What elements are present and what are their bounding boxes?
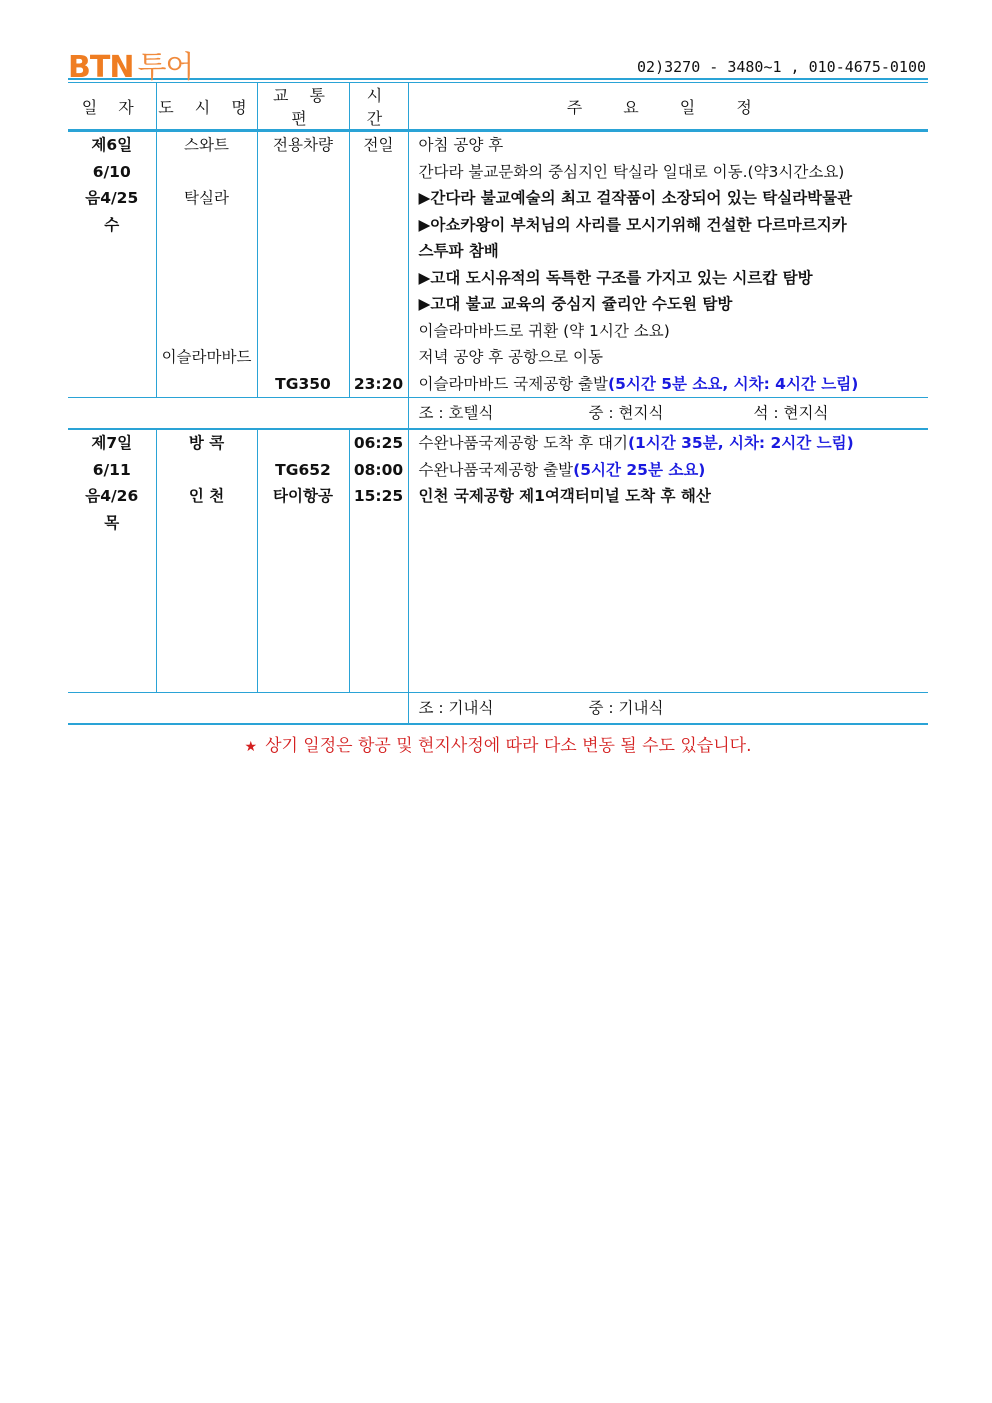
- city-line: 방 콕: [188, 434, 225, 452]
- btn-tour-logo: [68, 42, 193, 86]
- col-time: 시 간: [349, 83, 408, 131]
- logo-btn-text: BTN: [68, 50, 134, 85]
- date-line: 음4/26: [85, 487, 139, 505]
- city-line: 탁실라: [184, 189, 229, 207]
- col-city: 도 시 명: [156, 83, 257, 131]
- schedule-duration-note: (5시간 5분 소요, 시차: 4시간 느림): [608, 374, 859, 393]
- day7-date: [68, 429, 156, 693]
- schedule-text: 스투파 참배: [418, 242, 499, 260]
- schedule-text: ▶고대 불교 교육의 중심지 쥴리안 수도원 탐방: [418, 295, 733, 313]
- day6-dinner: 석 : 현지식: [753, 404, 829, 422]
- day6-breakfast: 조 : 호텔식: [418, 404, 494, 422]
- transport-line: [258, 265, 349, 292]
- table-header-row: [68, 83, 928, 131]
- city-line: [157, 371, 257, 398]
- city-line: 인 천: [188, 487, 225, 505]
- schedule-line: [419, 185, 929, 212]
- transport-line: TG350: [275, 374, 331, 393]
- day6-date: [68, 131, 156, 398]
- time-line: 전일: [363, 136, 394, 154]
- transport-line: 타이항공: [273, 487, 333, 505]
- itinerary-table: [68, 83, 928, 725]
- time-line: 23:20: [353, 374, 404, 393]
- city-line: [157, 291, 257, 318]
- schedule-line: [419, 212, 929, 239]
- day7-breakfast: 조 : 기내식: [418, 699, 494, 717]
- header: [68, 40, 928, 85]
- schedule-line: [419, 430, 929, 457]
- time-line: [350, 212, 408, 239]
- date-line: 음4/25: [85, 189, 139, 207]
- schedule-line: [419, 238, 929, 265]
- time-line: 08:00: [353, 460, 404, 479]
- city-line: [157, 238, 257, 265]
- day6-row: [68, 131, 928, 398]
- city-line: 스와트: [184, 136, 229, 154]
- date-line: 6/11: [92, 460, 131, 479]
- time-line: [350, 185, 408, 212]
- day6-transport: [257, 131, 349, 398]
- city-line: [157, 457, 257, 484]
- day6-meals: [408, 398, 928, 430]
- schedule-line: [419, 318, 929, 345]
- star-icon: ★: [244, 739, 258, 755]
- city-line: [157, 212, 257, 239]
- col-transport: 교 통 편: [257, 83, 349, 131]
- notice: [68, 731, 928, 756]
- schedule-duration-note: (1시간 35분, 시차: 2시간 느림): [627, 434, 854, 452]
- transport-line: [258, 159, 349, 186]
- schedule-line: [419, 159, 929, 186]
- schedule-line: [419, 132, 929, 159]
- transport-line: [258, 212, 349, 239]
- schedule-text: 수완나품국제공항 도착 후 대기: [418, 434, 628, 452]
- schedule-text: 저녁 공양 후 공항으로 이동: [418, 348, 603, 366]
- schedule-text: ▶간다라 불교예술의 최고 걸작품이 소장되어 있는 탁실라박물관: [418, 189, 853, 207]
- day7-meal-row: [68, 693, 928, 725]
- day6-lunch: 중 : 현지식: [588, 404, 664, 422]
- day7-times: [349, 429, 408, 693]
- schedule-line: [419, 483, 929, 510]
- day6-schedule: [408, 131, 928, 398]
- schedule-line: [419, 344, 929, 371]
- phone-numbers: 02)3270 - 3480~1 , 010-4675-0100: [637, 58, 926, 76]
- day7-lunch: 중 : 기내식: [588, 699, 664, 717]
- time-line: [350, 238, 408, 265]
- time-line: [350, 159, 408, 186]
- date-line: 목: [104, 513, 120, 532]
- schedule-text: 아침 공양 후: [418, 136, 504, 154]
- day6-meal-row: [68, 398, 928, 430]
- transport-line: TG652: [275, 460, 331, 479]
- schedule-text: 이슬라마바드 국제공항 출발: [418, 374, 609, 393]
- logo-tour-text: 투어: [137, 50, 194, 85]
- time-line: [350, 291, 408, 318]
- transport-line: [258, 430, 349, 457]
- transport-line: [258, 291, 349, 318]
- schedule-text: 이슬라마바드로 귀환 (약 1시간 소요): [418, 321, 670, 340]
- transport-line: [258, 344, 349, 371]
- time-line: 06:25: [353, 434, 404, 452]
- schedule-text: 간다라 불교문화의 중심지인 탁실라 일대로 이동.(약3시간소요): [418, 162, 845, 181]
- day7-transport: [257, 429, 349, 693]
- schedule-line: [419, 371, 929, 398]
- col-date: 일 자: [68, 83, 156, 131]
- schedule-duration-note: (5시간 25분 소요): [573, 460, 706, 479]
- date-line: 제6일: [91, 136, 133, 154]
- transport-line: [258, 185, 349, 212]
- col-schedule: 주 요 일 정: [408, 83, 928, 131]
- day6-times: [349, 131, 408, 398]
- transport-line: [258, 318, 349, 345]
- date-line: 6/10: [92, 162, 131, 181]
- time-line: [350, 344, 408, 371]
- schedule-text: ▶아쇼카왕이 부처님의 사리를 모시기위해 건설한 다르마르지카: [418, 215, 847, 234]
- city-line: [157, 318, 257, 345]
- city-line: [157, 265, 257, 292]
- day7-meals: [408, 693, 928, 725]
- day7-row: [68, 429, 928, 693]
- itinerary-page: [68, 40, 928, 756]
- day7-cities: [156, 429, 257, 693]
- time-line: [350, 265, 408, 292]
- day7-schedule: [408, 429, 928, 693]
- schedule-line: [419, 457, 929, 484]
- date-line: 제7일: [91, 434, 133, 452]
- city-line: 이슬라마바드: [161, 348, 252, 366]
- transport-line: [258, 238, 349, 265]
- city-line: [157, 159, 257, 186]
- day6-cities: [156, 131, 257, 398]
- notice-text: 상기 일정은 항공 및 현지사정에 따라 다소 변동 될 수도 있습니다.: [265, 736, 752, 756]
- schedule-line: [419, 265, 929, 292]
- schedule-text: 인천 국제공항 제1여객터미널 도착 후 해산: [418, 487, 711, 505]
- time-line: 15:25: [353, 487, 404, 505]
- schedule-text: 수완나품국제공항 출발: [418, 460, 574, 479]
- schedule-text: ▶고대 도시유적의 독특한 구조를 가지고 있는 시르캅 탐방: [418, 268, 813, 287]
- time-line: [350, 318, 408, 345]
- date-line: 수: [104, 215, 120, 234]
- transport-line: 전용차량: [273, 136, 333, 154]
- schedule-line: [419, 291, 929, 318]
